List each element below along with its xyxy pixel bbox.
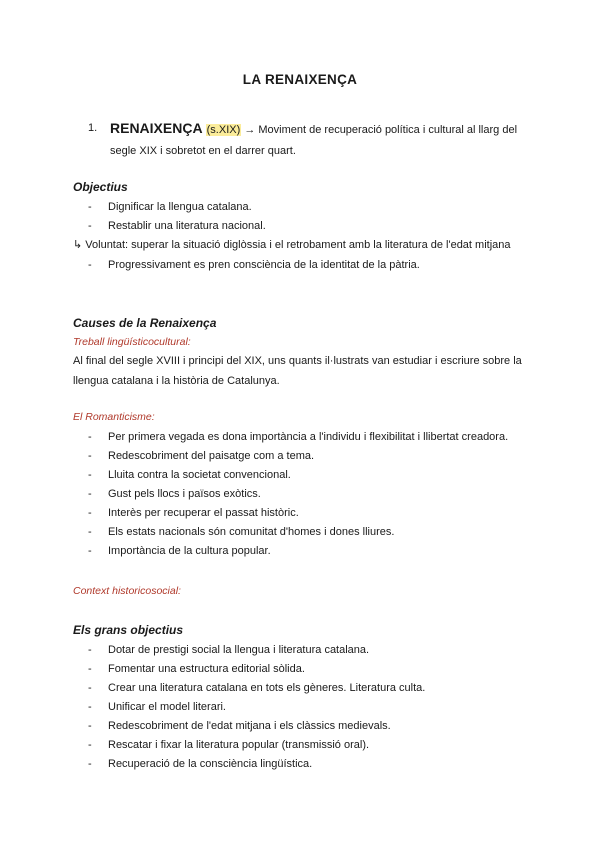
return-arrow-icon: ↳	[73, 239, 83, 251]
list-item: - Recuperació de la consciència lingüística.	[88, 758, 313, 770]
objectius-list-2	[88, 256, 420, 275]
list-item: - Crear una literatura catalana en tots els gèneres. Literatura culta.	[88, 682, 426, 694]
definition-text-1: → Moviment de recuperació política i cultural al llarg del	[244, 124, 518, 136]
list-item: - Progressivament es pren consciència de la identitat de la pàtria.	[88, 259, 420, 271]
list-item: - Unificar el model literari.	[88, 701, 226, 713]
definition-text-2: segle XIX i sobretot en el darrer quart.	[110, 145, 296, 157]
grans-objectius-heading: Els grans objectius	[73, 623, 184, 637]
voluntat-line: ↳ Voluntat: superar la situació diglòssia i el retrobament amb la literatura de l'edat mitjana	[73, 239, 511, 251]
document-title: LA RENAIXENÇA	[242, 72, 358, 87]
objectius-heading: Objectius	[73, 180, 128, 194]
list-item: - Els estats nacionals són comunitat d'homes i dones lliures.	[88, 526, 395, 538]
grans-objectius-list	[88, 641, 425, 774]
century-highlight: (s.XIX)	[206, 124, 241, 136]
list-item: - Dignificar la llengua catalana.	[88, 201, 252, 213]
definition-heading: RENAIXENÇA	[110, 120, 203, 136]
objectius-list	[88, 198, 266, 236]
list-item: - Redescobriment de l'edat mitjana i els clàssics medievals.	[88, 720, 391, 732]
list-item: - Rescatar i fixar la literatura popular (transmissió oral).	[88, 739, 370, 751]
list-item: - Importància de la cultura popular.	[88, 545, 271, 557]
list-item: - Restablir una literatura nacional.	[88, 220, 266, 232]
list-number: 1.	[88, 122, 98, 134]
list-item: - Interès per recuperar el passat històric.	[88, 507, 299, 519]
list-item: - Redescobriment del paisatge com a tema.	[88, 450, 315, 462]
context-subheading: Context historicosocial:	[73, 585, 181, 597]
treball-paragraph: Al final del segle XVIII i principi del XIX, uns quants il·lustrats van estudiar i escriure sobre la llengua catalana i la història de Catalunya.	[73, 355, 522, 387]
list-item: - Lluita contra la societat convencional.	[88, 469, 291, 481]
romanticisme-subheading: El Romanticisme:	[73, 411, 155, 423]
causes-heading: Causes de la Renaixença	[73, 316, 217, 330]
treball-subheading: Treball lingüísticocultural:	[73, 336, 191, 348]
list-item: - Fomentar una estructura editorial sòlida.	[88, 663, 305, 675]
list-item: - Dotar de prestigi social la llengua i literatura catalana.	[88, 644, 370, 656]
romanticisme-list	[88, 428, 508, 561]
renaixenca-definition	[88, 118, 528, 162]
list-item: - Gust pels llocs i països exòtics.	[88, 488, 261, 500]
list-item: - Per primera vegada es dona importància a l'individu i flexibilitat i llibertat creadora.	[88, 431, 509, 443]
